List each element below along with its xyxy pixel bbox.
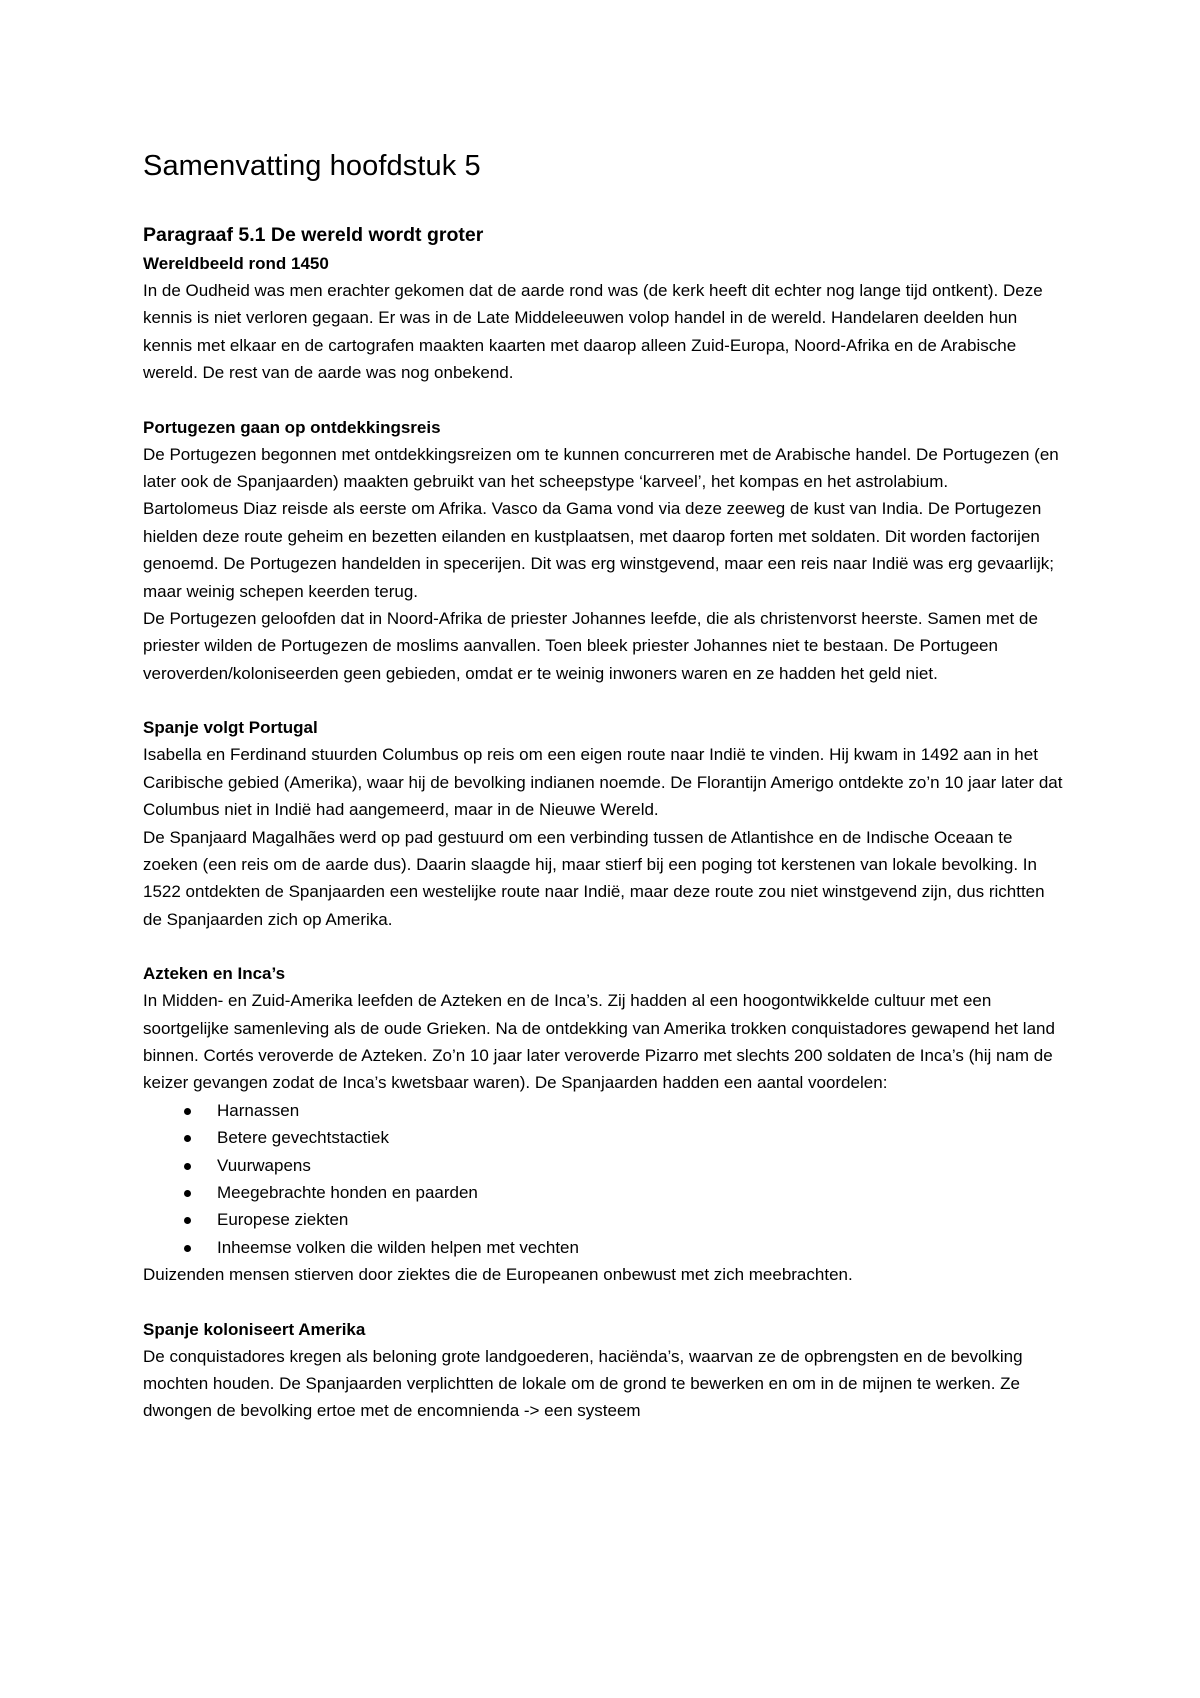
bullet-dot-icon — [184, 1163, 191, 1170]
paragraph: Isabella en Ferdinand stuurden Columbus op reis om een eigen route naar Indië te vinden. Hij kwam in 1492 aan in het Caribische gebied (Amerika), waar hij de bevolking indianen noemde. De Florantijn Amerigo ontdekte zo’n 10 jaar later dat Columbus niet in Indië had aangemeerd, maar in de Nieuwe Wereld. — [143, 745, 1063, 820]
document-page — [143, 146, 1063, 1452]
section-block-spanje-volgt — [143, 714, 1063, 933]
subheading: Azteken en Inca’s — [143, 964, 286, 984]
bullet-dot-icon — [184, 1135, 191, 1142]
list-item — [184, 1179, 1063, 1206]
paragraph: Bartolomeus Diaz reisde als eerste om Afrika. Vasco da Gama vond via deze zeeweg de kust van India. De Portugezen hielden deze route geheim en bezetten eilanden en kustplaatsen, met daarop forten met soldaten. Dit worden factorijen genoemd. De Portugezen handelden in specerijen. Dit was erg winstgevend, maar een reis naar Indië was erg gevaarlijk; maar weinig schepen keerden terug. — [143, 499, 1054, 601]
advantages-list — [143, 1097, 1063, 1261]
subheading: Spanje koloniseert Amerika — [143, 1319, 366, 1339]
paragraph: De Portugezen begonnen met ontdekkingsreizen om te kunnen concurreren met de Arabische handel. De Portugezen (en later ook de Spanjaarden) maakten gebruikt van het scheepstype ‘karveel’, het kompas en het astrolabium. — [143, 444, 1059, 492]
section-block-azteken — [143, 960, 1063, 1288]
list-item-text: Harnassen — [217, 1100, 300, 1120]
section-block-portugezen — [143, 414, 1063, 688]
section-block-wereldbeeld — [143, 250, 1063, 387]
bullet-dot-icon — [184, 1217, 191, 1224]
paragraph: Duizenden mensen stierven door ziektes die de Europeanen onbewust met zich meebrachten. — [143, 1265, 853, 1285]
bullet-dot-icon — [184, 1108, 191, 1115]
list-item-text: Inheemse volken die wilden helpen met vechten — [217, 1237, 579, 1257]
list-item — [184, 1097, 1063, 1124]
paragraph: De Portugezen geloofden dat in Noord-Afrika de priester Johannes leefde, die als christenvorst heerste. Samen met de priester wilden de Portugezen de moslims aanvallen. Toen bleek priester Johannes niet te bestaan. De Portugeen veroverden/koloniseerden geen gebieden, omdat er te weinig inwoners waren en ze hadden het geld niet. — [143, 609, 1038, 683]
list-item — [184, 1152, 1063, 1179]
bullet-dot-icon — [184, 1190, 191, 1197]
subheading: Spanje volgt Portugal — [143, 718, 318, 738]
list-item-text: Europese ziekten — [217, 1210, 349, 1230]
paragraph: De conquistadores kregen als beloning grote landgoederen, haciënda’s, waarvan ze de opbrengsten en de bevolking mochten houden. De Spanjaarden verplichtten de lokale om de grond te bewerken en om in de mijnen te werken. Ze dwongen de bevolking ertoe met de encomnienda -> een systeem — [143, 1346, 1023, 1421]
document-title: Samenvatting hoofdstuk 5 — [143, 150, 481, 182]
paragraph: In Midden- en Zuid-Amerika leefden de Azteken en de Inca’s. Zij hadden al een hoogontwikkelde cultuur met een soortgelijke samenleving als de oude Grieken. Na de ontdekking van Amerika trokken conquistadores gewapend het land binnen. Cortés veroverde de Azteken. Zo’n 10 jaar later veroverde Pizarro met slechts 200 soldaten de Inca’s (hij nam de keizer gevangen zodat de Inca’s kwetsbaar waren). De Spanjaarden hadden een aantal voordelen: — [143, 991, 1055, 1093]
list-item-text: Meegebrachte honden en paarden — [217, 1182, 478, 1202]
list-item-text: Betere gevechtstactiek — [217, 1128, 389, 1148]
list-item-text: Vuurwapens — [217, 1155, 311, 1175]
list-item — [184, 1234, 1063, 1261]
paragraph: De Spanjaard Magalhães werd op pad gestuurd om een verbinding tussen de Atlantishce en de Indische Oceaan te zoeken (een reis om de aarde dus). Daarin slaagde hij, maar stierf bij een poging tot kerstenen van lokale bevolking. In 1522 ontdekten de Spanjaarden een westelijke route naar Indië, maar deze route zou niet winstgevend zijn, dus richtten de Spanjaarden zich op Amerika. — [143, 827, 1045, 929]
paragraph: In de Oudheid was men erachter gekomen dat de aarde rond was (de kerk heeft dit echter nog lange tijd ontkent). Deze kennis is niet verloren gegaan. Er was in de Late Middeleeuwen volop handel in de wereld. Handelaren deelden hun kennis met elkaar en de cartografen maakten kaarten met daarop alleen Zuid-Europa, Noord-Afrika en de Arabische wereld. De rest van de aarde was nog onbekend. — [143, 281, 1043, 383]
subheading: Wereldbeeld rond 1450 — [143, 254, 329, 273]
list-item — [184, 1124, 1063, 1151]
section-heading: Paragraaf 5.1 De wereld wordt groter — [143, 224, 484, 246]
bullet-dot-icon — [184, 1245, 191, 1252]
section-block-spanje-koloniseert — [143, 1316, 1063, 1425]
list-item — [184, 1206, 1063, 1233]
subheading: Portugezen gaan op ontdekkingsreis — [143, 417, 441, 437]
